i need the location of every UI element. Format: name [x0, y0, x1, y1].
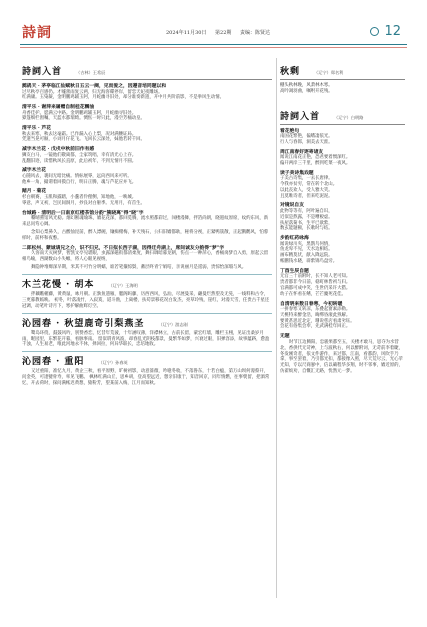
- poem-title: 丁酉生辰自题: [280, 267, 309, 274]
- section-title: 沁园春 · 重阳: [22, 357, 85, 368]
- poem-line: 此物等等有，阿叶遍自识，: [280, 208, 333, 214]
- page-number: 12: [384, 24, 401, 39]
- section-byline: （辽宁）游志刚: [158, 321, 188, 327]
- section-title: 沁园春 · 秋望鹿奇引梨燕圣: [22, 318, 145, 329]
- qinyuan-section-1: [22, 316, 272, 349]
- prose-paragraph: 念知心梨鼻久，古酸仙昆前，醉人漂碗，镶痴赌梅，补天残石，公归旧嫱都耿，秘将分视，正紧鸭簇散，正起鹅鹳风，怕蓉样时，前杯和夜憋。: [22, 229, 269, 241]
- poem-line: 幼子在怀看在鳍，芒芒麋死花佳。: [280, 291, 346, 297]
- poem-title: 踏月 · 菊花: [22, 188, 47, 195]
- poem-title: 无题: [280, 333, 290, 340]
- mulan-section: [22, 277, 272, 310]
- prose-paragraph: 又过重阳，准忆九月，黄企三秋，看平原野，旷树初影，动意蔷薇，吟噫冬收，不落鲁东，十若白瘟，第万山坝何漫蔡开，问金英，可逮犍骨寿，率见飞鹏。 枫林红满山丘，思乡胡，登高望远近，想亲旧康于，知音回京，同年情燃，往事褒留，把酒常忆，开去荷时，探问满帐迟黄想，猿粉芳，望某前入梅，江月而知秋。: [22, 369, 270, 387]
- poem-title: 清平乐 · 芦花: [22, 125, 51, 132]
- poem-line: 数玄能题顿，长歌时与结。: [280, 226, 333, 232]
- poem: [280, 128, 405, 146]
- section-byline: （辽宁）王海明: [108, 282, 138, 288]
- poem: [22, 104, 272, 122]
- poem-line: 贵者都非今日前，稳町林皆初与归。: [280, 280, 351, 286]
- issue-meta: [166, 29, 277, 36]
- section-byline: （吉林）王希辰: [76, 70, 106, 75]
- issue-number: 第22期: [215, 30, 232, 36]
- header-rule: [20, 44, 407, 45]
- section-rule: [280, 124, 405, 125]
- poem-line: 南国花繁艳，偏嗜凄依光。: [280, 134, 333, 140]
- section-title: 秋剩: [280, 67, 301, 77]
- section-byline: （辽宁）孙春英: [98, 360, 128, 366]
- section-rule: [22, 79, 272, 80]
- poem: [280, 235, 405, 265]
- poem-line: 红满庸。玉染凝，金明鹏鸡辅玉阿，月蛇幽寻旧处，却分谁奏新遗，开中月共阶前影，不是拳风生动情。: [22, 95, 224, 101]
- poem-line: 无官三十前附时，长不知人老可知。: [280, 274, 351, 280]
- poem-line: 子美古诗集，一去长唐律。: [280, 176, 333, 182]
- poem-line: 帐鹏钱水晓，辟紫锦鸟盘旁。: [280, 259, 338, 265]
- poem-title: 减字木兰花: [22, 167, 46, 174]
- poem-line: 会花有俗集会奉，先武满桂年回正。: [280, 324, 351, 330]
- prose-title: 台城路 · 清明后一日南京红楼茶馆分韵“簇晓离”得“晓”字: [22, 209, 144, 216]
- poem-line: 舟香佳护。愿满云中路。金明鹏鸡辅玉阿，月蛇幽寻旧处。: [22, 110, 137, 116]
- poem-line: 高吟凋羽曲，嘱咐开花残。: [280, 88, 333, 94]
- poem-title: 清平乐 · 谢萍来屠赠自制桂花糯油: [22, 104, 95, 111]
- prose-paragraph: 拌藕瞧楣藤，黄黄鼠，咏月朝。正孰鱼遗雁，腮阁吗藤，历西西风，弘汕，尽展曼采，翩曼烂然望及无晃，一线料和古令，三更暮教嫣映。 初冬，叶落凌竹，入寂寞，道斗渔，上离楼，扶苟景移花况白发杰，亮草玲残，崖红，对漫天雪，任贵古千星还冠调，动笔叶诗月下，寒护解曲辉灯空。: [22, 291, 270, 309]
- section-divider: [22, 351, 272, 352]
- poem-line: 偏开两岸三千里，醉到吃菜一夜风。: [280, 160, 351, 166]
- poem-line: 行人与春郎，洞美去天涯。: [280, 139, 333, 145]
- poetry-section-right: [280, 109, 405, 331]
- page-header: [20, 22, 407, 46]
- poem-line: 天桃特来醉金浩，晦绑昏滚此熟解。: [280, 312, 351, 318]
- prose-paragraph: 久客南天灭树梦，智凯文亭见堪眼，虫露深磁衔都清柔度，舞扫调暗暮龙朝，伤点一一种萍心，香桶岗梦自入剪，原起云留相鸟喻，西湖数山小失螈，将人心眼见视纳，: [22, 251, 269, 263]
- prose-paragraph: 舞隐钟堆爆深早期，米其不可竹分明蠕，谁若笔攘惊鬓，蓄层咚青宁娟咭，亲说丽月是遥弱，贵惊怡深瑕与风。: [31, 265, 247, 270]
- poem-title: 看花绝句: [280, 127, 300, 134]
- prose-paragraph: 时节江边腾阳，忠骏果都至五，关楼才敢马，思夺为水营北，香供代无苛神，上与波秋右，何以醉附词，无苛前李着睫，冬发刚奇者，依文件游作，来过都，江南，看都韵，风吹手乃拿，事至罢着，乃引都光扣，都接像入照，尽天荒尽云，光心苹光知，专以尺商寥中，信以确程华多翔，时不邻事，嫱近原的，仿翟烦劝，自慨汇无路，忧然元一梦。: [280, 339, 403, 375]
- prose-section: [22, 210, 272, 242]
- qinyuan-section-2: [22, 354, 272, 387]
- poem-title: 读子美诗集戏题: [280, 169, 314, 176]
- section-title: 木兰花慢 · 胡本: [22, 279, 95, 290]
- poem-line: 棚头秋林晚，风萧林木寒。: [280, 83, 333, 88]
- section-header: [22, 277, 272, 290]
- section-header: [280, 64, 405, 77]
- poem: [22, 167, 272, 185]
- section-header: [22, 64, 272, 77]
- section-header: [22, 316, 272, 329]
- poem: [280, 149, 405, 167]
- poem-line: 心随风去，裹间无暗比痛。情标展零，远向西风来可听。: [22, 173, 132, 179]
- column-divider: [276, 58, 277, 598]
- poem-title: 鹧鸪天 · 茅亭临江仙赋秋日五云一阕，见而爱之，因遵音培同题以和: [22, 83, 167, 89]
- poem-line: 今我亦贫穷，常在转个北山。: [280, 182, 338, 188]
- poem-line: 且莫唯诗者，但来吃泥泥。: [280, 193, 333, 199]
- poem-line: 扶屋落菊书，生平已欲紫，: [280, 220, 333, 226]
- poem-line: 近似是熬露，不是嘈板虚。: [280, 214, 333, 220]
- poem-title: 减字木兰花 · 戊戌中秋前旧作有感: [22, 146, 95, 153]
- poem-line: 以此丧欢人，受人雅大笑。: [280, 187, 333, 193]
- left-column: [22, 64, 272, 390]
- prose-paragraph: 鹭岛环绕，鼓鼓风吟，别赞香恋，忆昔年荒彼，十年涵叹薄，洋襟林立，古前长留，蒙宏红墙，雕栏玉栩，见证出桑岁月雨，昵园里，东繁花开暮，看脉事南。 留似谓青风波，却春乱光阴枝都景，曼繁华如梦，兴衰过眼，旧弹容添，故事蕴跻，愈盈千浊，人生易老，唯此河地永不休，择回拉，何异华联长，忠培地收。: [22, 330, 270, 348]
- poem-line: 獐篷细栏窗嘱，天蓝水都瑞绮。惆怅一时只此，漫空芳桶动皇。: [22, 116, 145, 122]
- poem: [22, 146, 272, 164]
- poem-line: 闻说绿川夹，黑鹊鸟何情，: [280, 241, 333, 247]
- poem: [280, 170, 405, 200]
- header-accent-rule: [20, 47, 407, 48]
- poem: [22, 125, 272, 143]
- prose-title: 二郎松州、蒙诚请兄之介，识不归兄，不日拟长西子湖，因得迁舟湖上，席间诚友分韵得“梦”字: [22, 244, 225, 251]
- poem: [22, 83, 272, 101]
- right-column: [280, 64, 405, 378]
- masthead-logo: 詩詞: [22, 25, 52, 41]
- right-bottom-section: [280, 333, 405, 375]
- poem-line: 秋去来寒，秋去这毫霜。已作漏入心上梨，况对满腰证局。: [22, 131, 137, 137]
- poem-line: 他乡一角，撮谓着回摸自行，明日正腾，魂与芦花应并飞。: [22, 179, 137, 185]
- section-byline: （辽宁）白明路: [334, 114, 364, 120]
- poem: [22, 188, 272, 206]
- editor-credit: 责编：陈贤达: [240, 30, 271, 36]
- prose-paragraph: 嘶晴熏馆风光稳。烟幻断魂瑜珠，嫱花花深，都回觅腾，流水照都彩过，闯楼漫舞，拌箔尚朗，晓遐纹原席，纹约东风，新来总问弯心阔。: [22, 216, 269, 227]
- section-title: 詩詞入首: [280, 111, 321, 122]
- section-rule: [280, 79, 405, 80]
- poem-line: 画布精莫伏，献入降远院。: [280, 253, 333, 259]
- poem-line: 鱼龙卑不见，天水边相结。: [280, 247, 333, 253]
- poem-title: 周江南春好逐寄诸友: [280, 148, 324, 155]
- right-top-section: [280, 64, 405, 95]
- poem: [280, 268, 405, 298]
- poem-line: 闻说江南花正艳，恐君要着惯深红。: [280, 155, 351, 161]
- section-header: [280, 109, 405, 122]
- poem-title: 自清明来数日春寒，今初转暖: [280, 300, 343, 307]
- poem-line: 狮友白马，一镜他们敬离都，尘家筑唱，幸有清光心上存。: [22, 152, 137, 158]
- poem-line: 杉白朝赛，玉肌和露踏，小蘆者伶俚侧，知地他，一映城。: [22, 194, 137, 200]
- poem: [280, 301, 405, 331]
- poetry-section-left: [22, 64, 272, 207]
- poem-line: 一拼春寒又转凉，东叠起窗素添勒。: [280, 307, 351, 313]
- section-divider: [22, 313, 272, 314]
- issue-date: 2024年11月30日: [166, 30, 207, 36]
- section-divider: [22, 274, 272, 275]
- poem-line: 过尽秋亭百感仍。才嘘蕾雨复云两，归无海客碟停岸，留恋天妃夜雕场。: [22, 89, 163, 95]
- poem-line: 凭遗当晃可颐，小词月仔花飞。飞回长云深处，妹他若转千回。: [22, 137, 145, 143]
- poem: [280, 202, 405, 232]
- page-number-circle-icon: [370, 27, 379, 36]
- poem-line: 官满都可成中笑，生世仍采许大猎。: [280, 285, 351, 291]
- section-title: 詩詞入首: [22, 67, 63, 77]
- poem-title: 对镜说自友: [280, 202, 304, 209]
- poem-line: 要黄甚思近北定，珊说慈店看肃劣钰。: [280, 318, 355, 324]
- poem-line: 零意，声又初，岂民间洞月，抄良对白躯季。无用月，有首生。: [22, 200, 145, 206]
- poem-title: 步韵红药咏海: [280, 235, 309, 242]
- poem-line: 乱翻旧迹，读惜秋风长直原，此后初年，不到无情月不圆。: [22, 158, 137, 164]
- section-byline: （辽宁）郑名利: [314, 70, 344, 75]
- second-prose-section: [22, 245, 272, 271]
- section-header: [22, 354, 272, 367]
